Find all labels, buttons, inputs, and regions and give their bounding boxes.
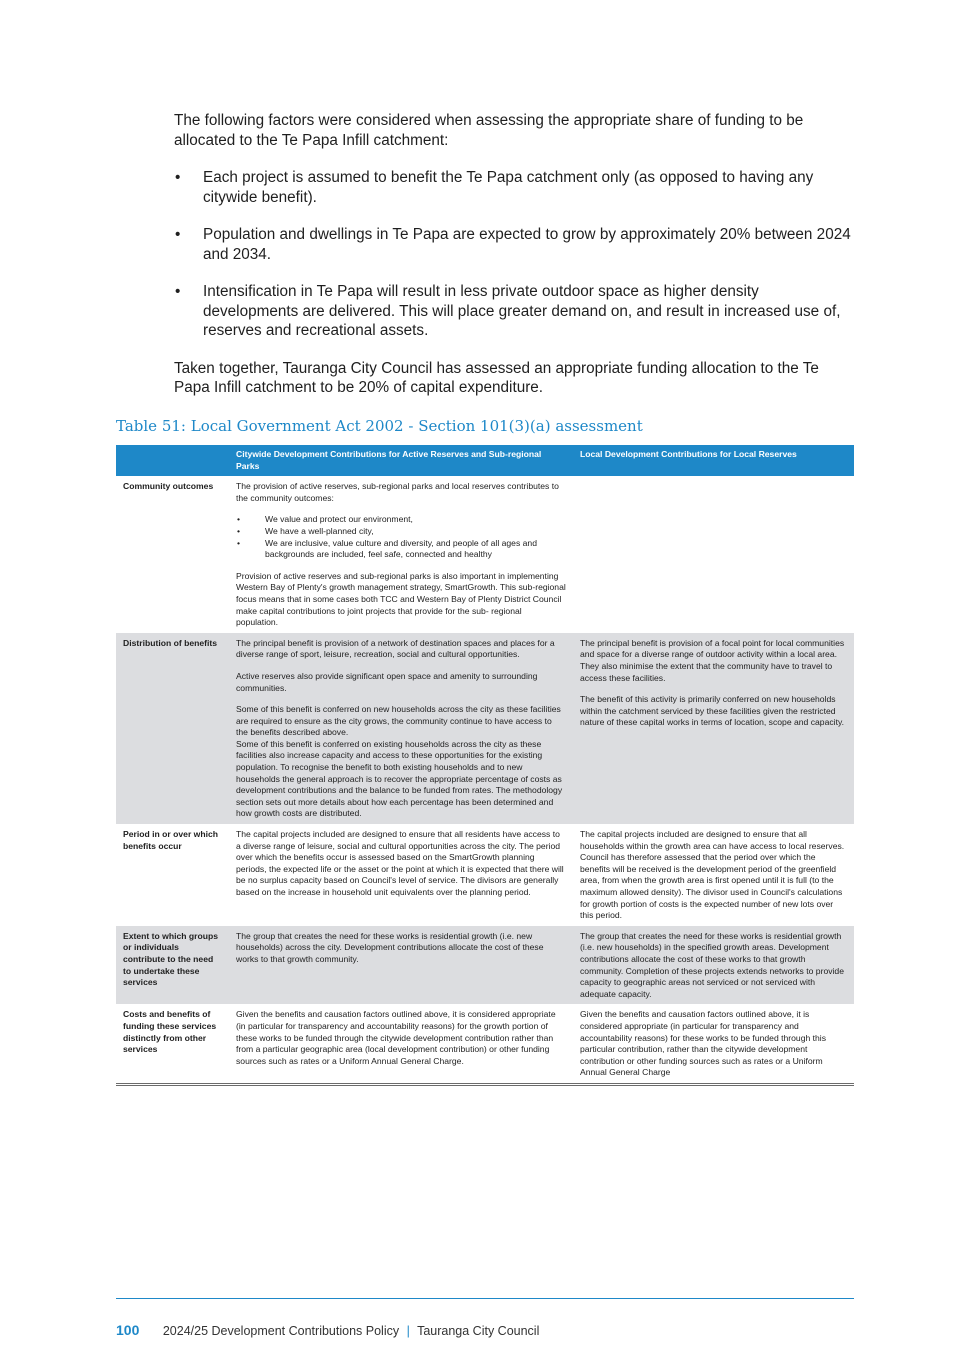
intro-lead: The following factors were considered when assessing the appropriate share of funding to be allocated to the Te Papa Infill catchment: bbox=[174, 112, 804, 149]
cell-paragraph: The provision of active reserves, sub-regional parks and local reserves contributes to the community outcomes: bbox=[236, 481, 559, 503]
header-blank bbox=[116, 445, 229, 476]
page-footer bbox=[116, 1322, 539, 1338]
bullet-icon: • bbox=[237, 537, 241, 548]
bullet-icon: • bbox=[175, 283, 181, 300]
citywide-cell: The group that creates the need for these works is residential growth (i.e. new households) across the city. Development contributions allocate the cost of these works to that growth community. bbox=[229, 926, 573, 1005]
cell-paragraph: Provision of active reserves and sub-regional parks is also important in implementing Western Bay of Plenty's growth management strategy, SmartGrowth. This sub-regional focus means that in some cases both TCC and Western Bay of Plenty District Council make capital contributions to joint projects that provide for the sub- regional population. bbox=[236, 570, 566, 628]
outcomes-list bbox=[236, 514, 566, 560]
list-item bbox=[174, 225, 854, 264]
local-cell bbox=[573, 476, 854, 633]
row-label: Extent to which groups or individuals contribute to the need to undertake these services bbox=[116, 926, 229, 1005]
table-header-row bbox=[116, 445, 854, 476]
row-label: Period in or over which benefits occur bbox=[123, 829, 219, 851]
list-item-text: We have a well-planned city, bbox=[265, 525, 374, 536]
local-cell: The group that creates the need for these works is residential growth (i.e. new households) in the specified growth areas. Development contributions allocate the cost of these works to that growth community. Completion of these projects extends networks to provide capacity to geographic areas not serviced or not serviced with adequate capacity. bbox=[573, 926, 854, 1005]
list-item-text: Intensification in Te Papa will result in less private outdoor space as higher density developments are delivered. This will place greater demand on, and result in increased use of, reserves and recreational assets. bbox=[203, 283, 841, 339]
table-row bbox=[116, 926, 854, 1005]
intro-section bbox=[174, 111, 854, 416]
table-row bbox=[116, 476, 854, 633]
list-item bbox=[236, 514, 566, 526]
footer-separator: | bbox=[406, 1324, 410, 1338]
cell-paragraph: The principal benefit is provision of a network of destination spaces and places for a diverse range of sport, leisure, recreation, social and cultural opportunities. bbox=[236, 637, 555, 660]
bullet-icon: • bbox=[175, 169, 181, 186]
header-local: Local Development Contributions for Local Reserves bbox=[573, 445, 854, 476]
cell-paragraph: The benefit of this activity is primarily conferred on new households within the catchment serviced by these facilities given the restricted nature of these capital works in terms of location, scope and capacity. bbox=[580, 694, 844, 728]
table-row bbox=[116, 633, 854, 824]
bullet-icon: • bbox=[237, 514, 241, 525]
local-cell bbox=[573, 633, 854, 824]
list-item-text: Each project is assumed to benefit the Te Papa catchment only (as opposed to having any citywide benefit). bbox=[203, 169, 814, 206]
intro-conclusion: Taken together, Tauranga City Council has assessed an appropriate funding allocation to the Te Papa Infill catchment to be 20% of capital expenditure. bbox=[174, 359, 819, 396]
citywide-cell bbox=[229, 476, 573, 633]
bullet-icon: • bbox=[175, 226, 181, 243]
header-citywide: Citywide Development Contributions for Active Reserves and Sub-regional Parks bbox=[229, 445, 573, 476]
list-item bbox=[174, 168, 854, 207]
list-item-text: We are inclusive, value culture and diversity, and people of all ages and backgrounds are included, feel safe, connected and healthy bbox=[265, 537, 537, 560]
local-cell: Given the benefits and causation factors outlined above, it is considered appropriate (in particular for transparency and accountability reasons) for these works to be funded through this particular contribution, rather than the citywide development contribution or other funding sources such as rates or a Uniform Annual General Charge bbox=[573, 1004, 854, 1084]
citywide-cell: Given the benefits and causation factors outlined above, it is considered appropriate (in particular for transparency and accountability reasons) for the growth portion of these works to be funded through the citywide development contribution rather than from a particular geographic area (local development contribution) or other funding sources such as rates or a Uniform Annual General Charge. bbox=[229, 1004, 573, 1084]
assessment-table bbox=[116, 445, 854, 1086]
footer-divider bbox=[116, 1298, 854, 1299]
row-label: Distribution of benefits bbox=[116, 633, 229, 824]
table-row bbox=[116, 824, 854, 926]
cell-paragraph: Active reserves also provide significant open space and amenity to surrounding communities. bbox=[236, 670, 538, 693]
list-item bbox=[174, 282, 854, 341]
citywide-cell: The capital projects included are designed to ensure that all residents have access to a diverse range of leisure, social and cultural opportunities across the city. The period over which the benefits occur is assessed based on the SmartGrowth planning periods, the expected life or the asset or the point at which it is expected that there will be no surplus capacity based on Council's level of service. The divisors are generally based on the increase in household unit equivalents over the planning period. bbox=[236, 829, 564, 897]
row-label: Costs and benefits of funding these services distinctly from other services bbox=[116, 1004, 229, 1084]
bullet-icon: • bbox=[237, 525, 241, 536]
cell-paragraph bbox=[236, 704, 566, 820]
intro-bullet-list bbox=[174, 168, 854, 341]
cell-paragraph: The principal benefit is provision of a focal point for local communities and space for a diverse range of outdoor activity within a local area. They also minimise the extent that the community have to travel to access these facilities. bbox=[580, 637, 845, 683]
list-item-text: Population and dwellings in Te Papa are expected to grow by approximately 20% between 2024 and 2034. bbox=[203, 226, 851, 263]
cell-sentence: Some of this benefit is conferred on new households across the city as these facilities are required to ensure as the city grows, the community continue to have access to the benefits described above. bbox=[236, 704, 561, 738]
cell-sentence: Some of this benefit is conferred on existing households across the city as these facilities also increase capacity and access to these opportunities for the existing population. To recognise the benefit to both existing households and to new households the general approach is to recover the appropriate percentage of costs as development contributions and the balance to be funded from rates. The methodology section sets out more details about how each percentage has been determined and how growth costs are distributed. bbox=[236, 738, 563, 819]
organisation-name: Tauranga City Council bbox=[417, 1324, 540, 1338]
list-item bbox=[236, 526, 566, 538]
list-item-text: We value and protect our environment, bbox=[265, 514, 413, 525]
citywide-cell bbox=[229, 633, 573, 824]
page-number: 100 bbox=[116, 1322, 140, 1338]
list-item bbox=[236, 538, 566, 561]
document-title: 2024/25 Development Contributions Policy bbox=[162, 1324, 400, 1338]
row-label: Community outcomes bbox=[123, 481, 214, 492]
table-caption: Table 51: Local Government Act 2002 - Section 101(3)(a) assessment bbox=[116, 417, 643, 435]
local-cell: The capital projects included are designed to ensure that all households within the growth area can have access to local reserves. Council has therefore assessed that the period over which the benefits will be received is the development period of the greenfield area, from when the growth area is first opened until it is full (to the maximum allowed density). The divisor used in Council's calculations for growth portion of costs is the expected number of new lots over this period. bbox=[580, 829, 845, 921]
table-row bbox=[116, 1004, 854, 1084]
